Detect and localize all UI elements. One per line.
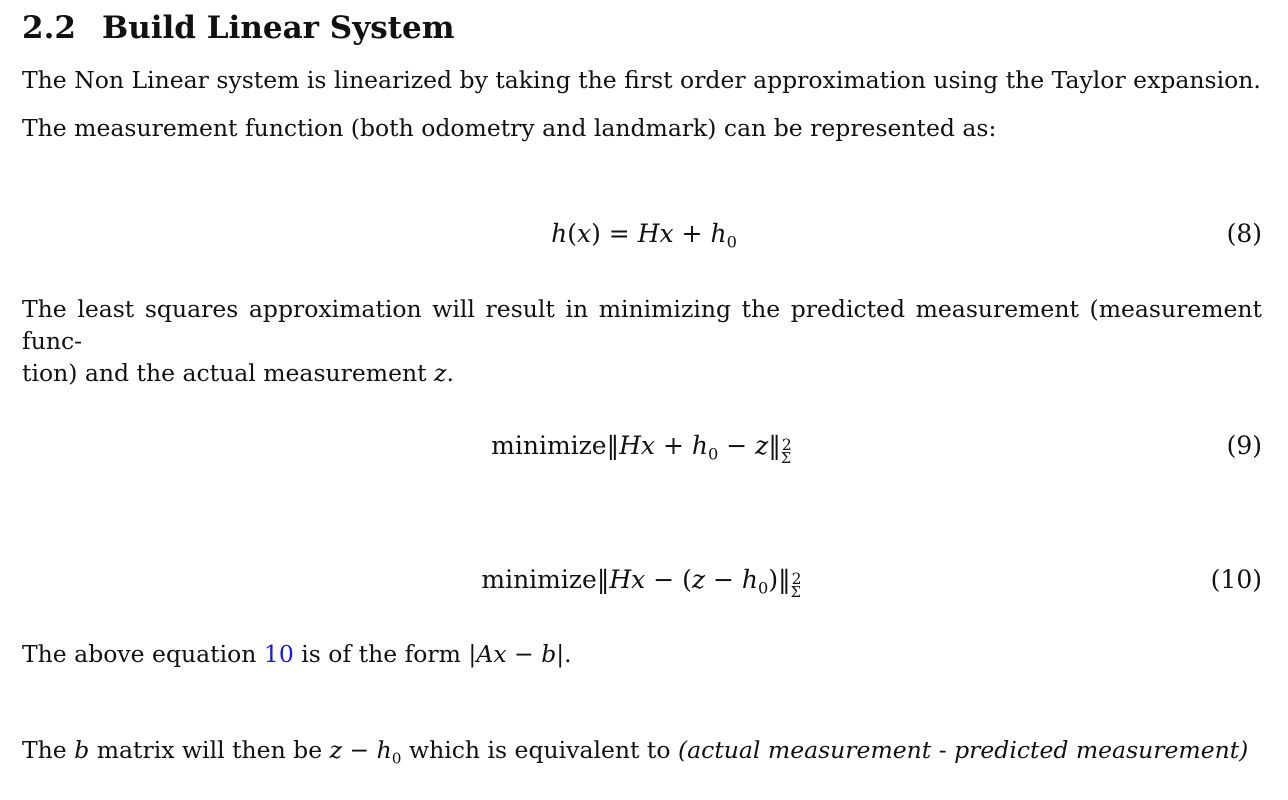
- equation-8: [0, 214, 1288, 254]
- equation-10-reference-link[interactable]: 10: [263, 640, 294, 668]
- paragraph-least-squares-line2: tion) and the actual measurement z.: [22, 359, 454, 387]
- equation-10: [0, 560, 1288, 600]
- section-title: Build Linear System: [102, 10, 455, 46]
- paragraph-least-squares: [22, 293, 1262, 389]
- equation-9-body: minimize‖Hx + $h_0$ − z‖ 2 Σ: [491, 431, 792, 468]
- paragraph-taylor: The Non Linear system is linearized by taking the first order approximation using the Taylor expansion.: [22, 66, 1261, 94]
- paragraph-form: The above equation 10 is of the form |Ax − b|.: [22, 640, 572, 668]
- equation-9-label: (9): [1226, 431, 1262, 460]
- section-heading: [22, 8, 455, 48]
- section-number: 2.2: [22, 10, 76, 46]
- paragraph-measurement-function: The measurement function (both odometry and landmark) can be represented as:: [22, 114, 997, 142]
- equation-9: [0, 426, 1288, 466]
- paragraph-b-matrix: The b matrix will then be $z - h_0$ which is equivalent to (actual measurement - predicted measurement): [22, 736, 1249, 768]
- equation-8-body: $h(x) = Hx + h_0$: [551, 219, 737, 252]
- equation-10-body: minimize‖Hx − $(z - h_0)‖$ 2 Σ: [481, 565, 802, 602]
- equation-10-label: (10): [1210, 565, 1262, 594]
- paragraph-least-squares-line1: The least squares approximation will result in minimizing the predicted measurement (measurement func-: [22, 295, 1262, 355]
- equation-8-label: (8): [1226, 219, 1262, 248]
